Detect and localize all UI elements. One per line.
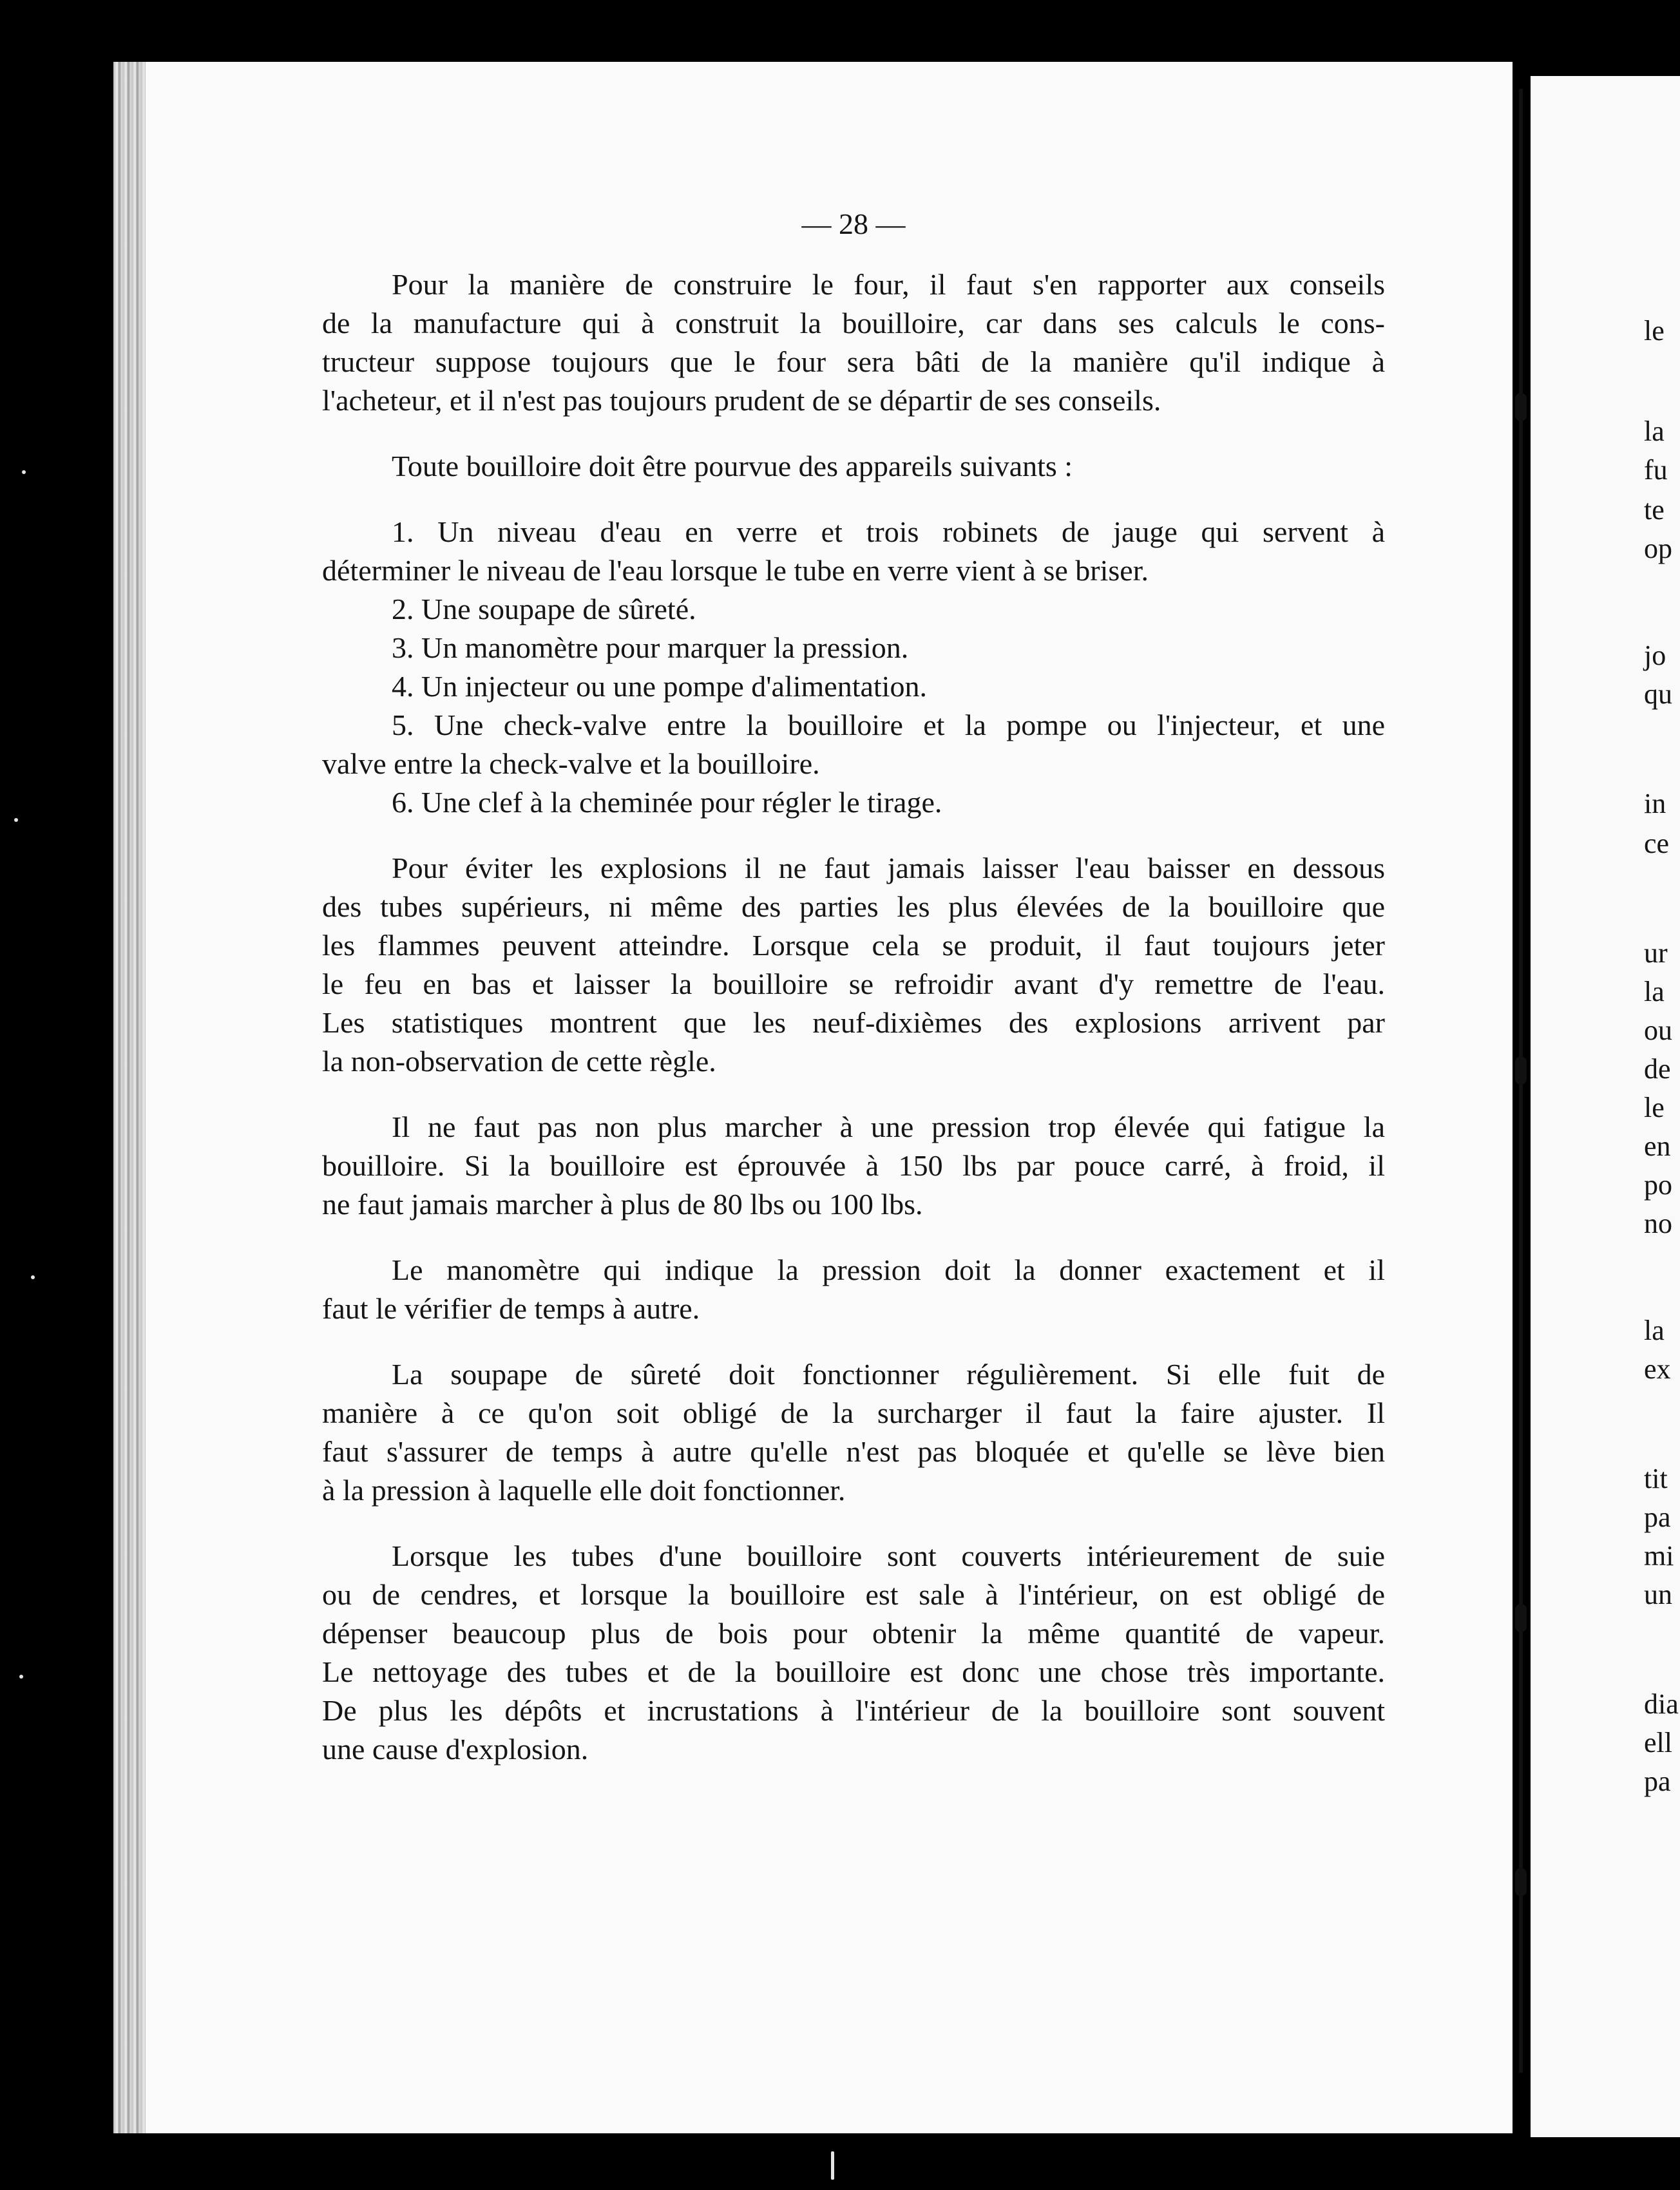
text-line: Pour éviter les explosions il ne faut jamais laisser l'eau baisser en dessous bbox=[392, 852, 1385, 884]
text-line: Le manomètre qui indique la pression doit la donner exactement et il bbox=[392, 1253, 1385, 1286]
facing-page-fragment: de bbox=[1644, 1053, 1671, 1085]
text-line: Il ne faut pas non plus marcher à une pression trop élevée qui fatigue la bbox=[392, 1110, 1385, 1143]
scan-speck bbox=[19, 1675, 23, 1679]
facing-page-fragment: in bbox=[1644, 788, 1666, 819]
text-line: ou de cendres, et lorsque la bouilloire est sale à l'intérieur, on est obligé de bbox=[322, 1578, 1385, 1611]
text-line: faut le vérifier de temps à autre. bbox=[322, 1292, 700, 1325]
list-item bbox=[322, 706, 1385, 783]
facing-page-fragment: pa bbox=[1644, 1501, 1671, 1533]
facing-page-fragment: jo bbox=[1644, 640, 1666, 671]
text-line: 3. Un manomètre pour marquer la pression. bbox=[392, 631, 909, 664]
list-item bbox=[322, 783, 1385, 822]
scan-speck bbox=[14, 818, 18, 822]
facing-page-fragment: ce bbox=[1644, 828, 1670, 859]
text-line: ne faut jamais marcher à plus de 80 lbs ou 100 lbs. bbox=[322, 1188, 923, 1221]
facing-page-fragment: la bbox=[1644, 976, 1665, 1007]
facing-page-fragment: ex bbox=[1644, 1353, 1671, 1385]
list-item bbox=[322, 629, 1385, 667]
list-item bbox=[322, 513, 1385, 590]
facing-page-fragment: dia bbox=[1644, 1688, 1679, 1720]
facing-page-fragment: fu bbox=[1644, 454, 1668, 486]
paragraph-cleaning bbox=[322, 1537, 1385, 1769]
facing-page-fragment: la bbox=[1644, 415, 1665, 447]
text-line: bouilloire. Si la bouilloire est éprouvée à 150 lbs par pouce carré, à froid, il bbox=[322, 1149, 1385, 1182]
facing-page-fragment: en bbox=[1644, 1130, 1671, 1162]
list-item bbox=[322, 667, 1385, 706]
text-line: valve entre la check-valve et la bouilloire. bbox=[322, 747, 820, 780]
equipment-list bbox=[322, 513, 1385, 822]
text-line: 5. Une check-valve entre la bouilloire et la pompe ou l'injecteur, et une bbox=[392, 709, 1385, 741]
page-text bbox=[322, 205, 1385, 1796]
facing-page-fragment: pa bbox=[1644, 1766, 1671, 1797]
facing-page-fragment: op bbox=[1644, 533, 1672, 564]
text-line: Pour la manière de construire le four, il faut s'en rapporter aux conseils bbox=[392, 268, 1385, 301]
text-line: dépenser beaucoup plus de bois pour obtenir la même quantité de vapeur. bbox=[322, 1617, 1385, 1650]
facing-page-fragment: le bbox=[1644, 315, 1665, 347]
text-line: de la manufacture qui à construit la bouilloire, car dans ses calculs le cons- bbox=[322, 307, 1385, 339]
paragraph-safety-valve bbox=[322, 1355, 1385, 1510]
text-line: Les statistiques montrent que les neuf-dixièmes des explosions arrivent par bbox=[322, 1006, 1385, 1039]
text-line: 1. Un niveau d'eau en verre et trois robinets de jauge qui servent à bbox=[392, 515, 1385, 548]
facing-page-fragment: ou bbox=[1644, 1014, 1672, 1046]
binding-mark bbox=[1515, 1604, 1527, 1632]
page-edge-stack bbox=[113, 62, 146, 2133]
text-line: déterminer le niveau de l'eau lorsque le tube en verre vient à se briser. bbox=[322, 554, 1149, 587]
text-line: des tubes supérieurs, ni même des parties les plus élevées de la bouilloire que bbox=[322, 890, 1385, 923]
text-line: une cause d'explosion. bbox=[322, 1733, 589, 1766]
facing-page-fragment: ur bbox=[1644, 937, 1668, 969]
facing-page-fragment: te bbox=[1644, 494, 1665, 526]
list-item bbox=[322, 590, 1385, 629]
facing-page-fragment: qu bbox=[1644, 678, 1672, 710]
page-number: — 28 — bbox=[801, 207, 906, 240]
text-line: la non-observation de cette règle. bbox=[322, 1045, 716, 1078]
text-line: De plus les dépôts et incrustations à l'intérieur de la bouilloire sont souvent bbox=[322, 1694, 1385, 1727]
text-line: 2. Une soupape de sûreté. bbox=[392, 593, 696, 625]
text-line: les flammes peuvent atteindre. Lorsque cela se produit, il faut toujours jeter bbox=[322, 929, 1385, 962]
binding-mark bbox=[1515, 393, 1527, 421]
paragraph-list-intro bbox=[322, 447, 1385, 486]
paragraph-oven-construction bbox=[322, 265, 1385, 420]
facing-page-fragment: un bbox=[1644, 1579, 1672, 1610]
text-line: Lorsque les tubes d'une bouilloire sont couverts intérieurement de suie bbox=[392, 1539, 1385, 1572]
facing-page-fragment: ell bbox=[1644, 1727, 1672, 1758]
facing-page-fragment: le bbox=[1644, 1092, 1665, 1123]
text-line: 6. Une clef à la cheminée pour régler le tirage. bbox=[392, 786, 942, 819]
text-line: Le nettoyage des tubes et de la bouilloire est donc une chose très importante. bbox=[322, 1655, 1385, 1688]
text-line: Toute bouilloire doit être pourvue des appareils suivants : bbox=[392, 450, 1073, 482]
scan-speck bbox=[31, 1275, 35, 1279]
text-line: 4. Un injecteur ou une pompe d'alimentation. bbox=[392, 670, 927, 703]
facing-page-fragment: mi bbox=[1644, 1540, 1674, 1572]
text-line: faut s'assurer de temps à autre qu'elle n'est pas bloquée et qu'elle se lève bien bbox=[322, 1435, 1385, 1468]
binding-mark bbox=[1515, 1868, 1527, 1896]
text-line: manière à ce qu'on soit obligé de la surcharger il faut la faire ajuster. Il bbox=[322, 1396, 1385, 1429]
binding-mark bbox=[1515, 1056, 1527, 1085]
text-line: l'acheteur, et il n'est pas toujours prudent de se départir de ses conseils. bbox=[322, 384, 1161, 417]
text-line: à la pression à laquelle elle doit fonctionner. bbox=[322, 1474, 846, 1507]
facing-page-fragment: no bbox=[1644, 1208, 1672, 1239]
paragraph-manometer bbox=[322, 1251, 1385, 1328]
paragraph-pressure bbox=[322, 1108, 1385, 1224]
text-line: le feu en bas et laisser la bouilloire se refroidir avant d'y remettre de l'eau. bbox=[322, 967, 1385, 1000]
scan-speck bbox=[831, 2151, 834, 2180]
facing-page-fragment: po bbox=[1644, 1169, 1672, 1201]
text-line: La soupape de sûreté doit fonctionner régulièrement. Si elle fuit de bbox=[392, 1358, 1385, 1391]
scan-speck bbox=[22, 470, 26, 474]
text-line: tructeur suppose toujours que le four sera bâti de la manière qu'il indique à bbox=[322, 345, 1385, 378]
facing-page-fragment: la bbox=[1644, 1315, 1665, 1346]
paragraph-explosions bbox=[322, 849, 1385, 1081]
facing-page-fragment: tit bbox=[1644, 1463, 1668, 1494]
